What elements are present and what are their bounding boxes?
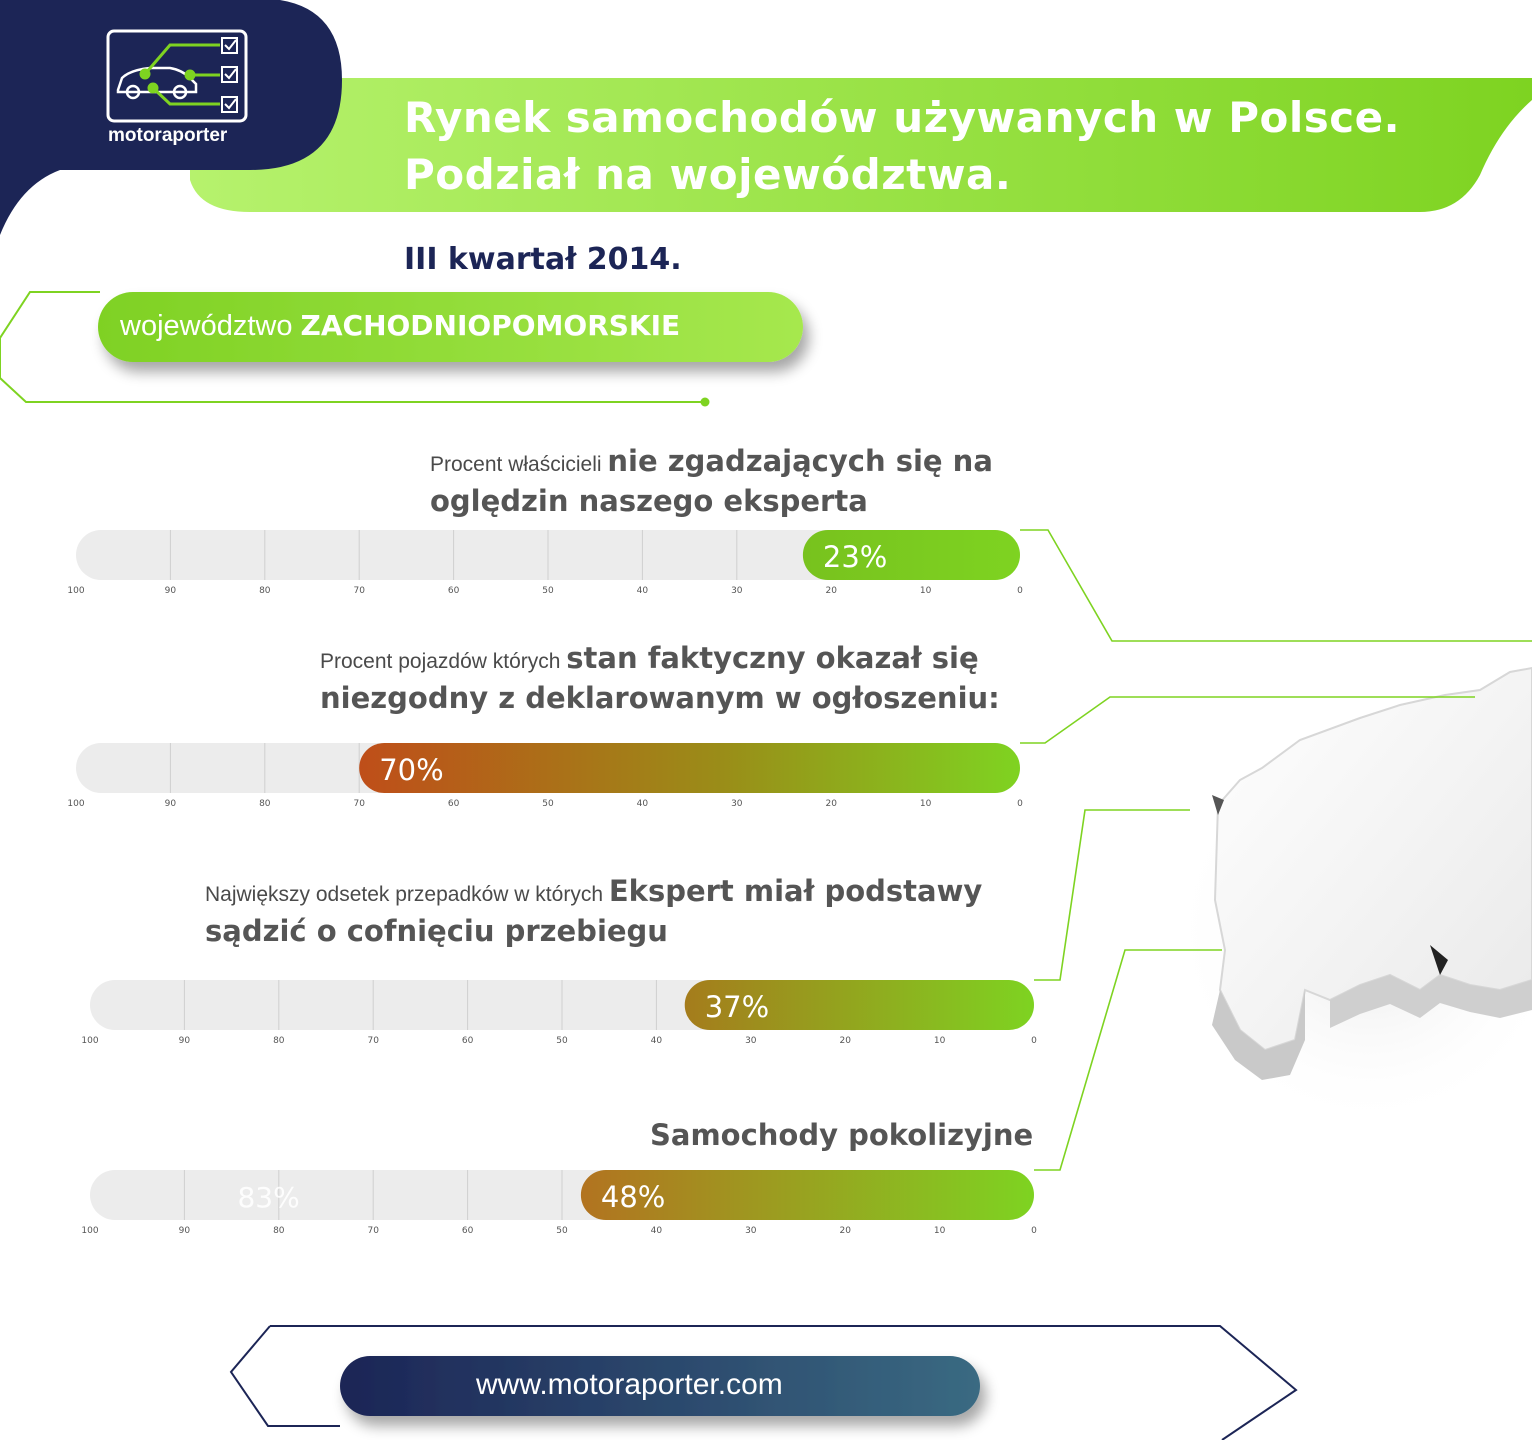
tick-label: 60 (461, 1036, 474, 1046)
tick-label: 0 (1017, 799, 1023, 809)
question-3-line2: sądzić o cofnięciu przebiegu (205, 914, 668, 948)
page-title-line1: Rynek samochodów używanych w Polsce. (404, 93, 1401, 142)
question-1-bold: nie zgadzających się na (607, 444, 993, 478)
tick-label: 100 (67, 586, 85, 596)
question-3 (205, 873, 982, 953)
region-name: ZACHODNIOPOMORSKIE (300, 309, 681, 342)
question-3-normal: Największy odsetek przepadków w których (205, 883, 609, 906)
region-outline-dot (701, 398, 710, 407)
tick-label: 20 (839, 1226, 851, 1236)
tick-label: 90 (164, 586, 177, 596)
tick-label: 50 (542, 799, 554, 809)
tick-label: 70 (353, 586, 365, 596)
question-2 (320, 640, 1000, 720)
bar-label-2: 70% (379, 753, 444, 787)
tick-label: 90 (178, 1036, 191, 1046)
tick-label: 70 (367, 1226, 379, 1236)
bar-label-4: 48% (600, 1180, 666, 1214)
tick-label: 70 (353, 799, 365, 809)
website-link[interactable]: www.motoraporter.com (476, 1368, 783, 1401)
tick-label: 60 (447, 586, 460, 596)
question-2-line2: niezgodny z deklarowanym w ogłoszeniu: (320, 681, 1000, 715)
tick-label: 20 (825, 799, 837, 809)
tick-label: 40 (636, 799, 649, 809)
tick-label: 10 (933, 1226, 946, 1236)
tick-label: 10 (919, 586, 932, 596)
tick-label: 70 (367, 1036, 379, 1046)
tick-label: 60 (461, 1226, 474, 1236)
tick-label: 0 (1031, 1036, 1037, 1046)
question-2-normal: Procent pojazdów których (320, 650, 567, 673)
tick-label: 30 (745, 1226, 757, 1236)
tick-label: 0 (1031, 1226, 1037, 1236)
brand-logo-text: motoraporter (108, 125, 228, 146)
tick-label: 20 (825, 586, 837, 596)
tick-label: 30 (731, 799, 743, 809)
tick-label: 50 (556, 1226, 568, 1236)
tick-label: 20 (839, 1036, 851, 1046)
tick-label: 10 (933, 1036, 946, 1046)
question-1-normal: Procent właścicieli (430, 453, 608, 476)
tick-label: 90 (164, 799, 177, 809)
tick-label: 90 (178, 1226, 191, 1236)
tick-label: 60 (447, 799, 460, 809)
tick-label: 40 (650, 1036, 663, 1046)
tick-label: 80 (259, 799, 271, 809)
bar-faded-label-4: 83% (237, 1181, 300, 1214)
tick-label: 80 (273, 1226, 285, 1236)
period-subtitle: III kwartał 2014. (404, 242, 682, 277)
tick-label: 40 (636, 586, 649, 596)
tick-label: 80 (259, 586, 271, 596)
question-4-bold: Samochody pokolizyjne (650, 1118, 1034, 1152)
page-title-line2: Podział na województwa. (404, 150, 1012, 199)
tick-label: 30 (745, 1036, 757, 1046)
tick-label: 100 (67, 799, 85, 809)
tick-label: 80 (273, 1036, 285, 1046)
tick-label: 50 (556, 1036, 568, 1046)
tick-label: 100 (81, 1036, 99, 1046)
question-2-bold: stan faktyczny okazał się (566, 641, 979, 675)
bar-label-3: 37% (704, 990, 770, 1024)
question-4 (650, 1117, 1033, 1157)
tick-label: 30 (731, 586, 743, 596)
tick-label: 50 (542, 586, 554, 596)
question-1-line2: oględzin naszego eksperta (430, 484, 868, 518)
bar-value-2 (359, 743, 1020, 793)
tick-label: 10 (919, 799, 932, 809)
question-3-bold: Ekspert miał podstawy (608, 874, 983, 908)
tick-label: 40 (650, 1226, 663, 1236)
question-1 (430, 443, 993, 523)
tick-label: 100 (81, 1226, 99, 1236)
bar-label-1: 23% (822, 540, 888, 574)
region-label (120, 309, 680, 343)
tick-label: 0 (1017, 586, 1023, 596)
region-prefix: województwo (120, 310, 293, 342)
